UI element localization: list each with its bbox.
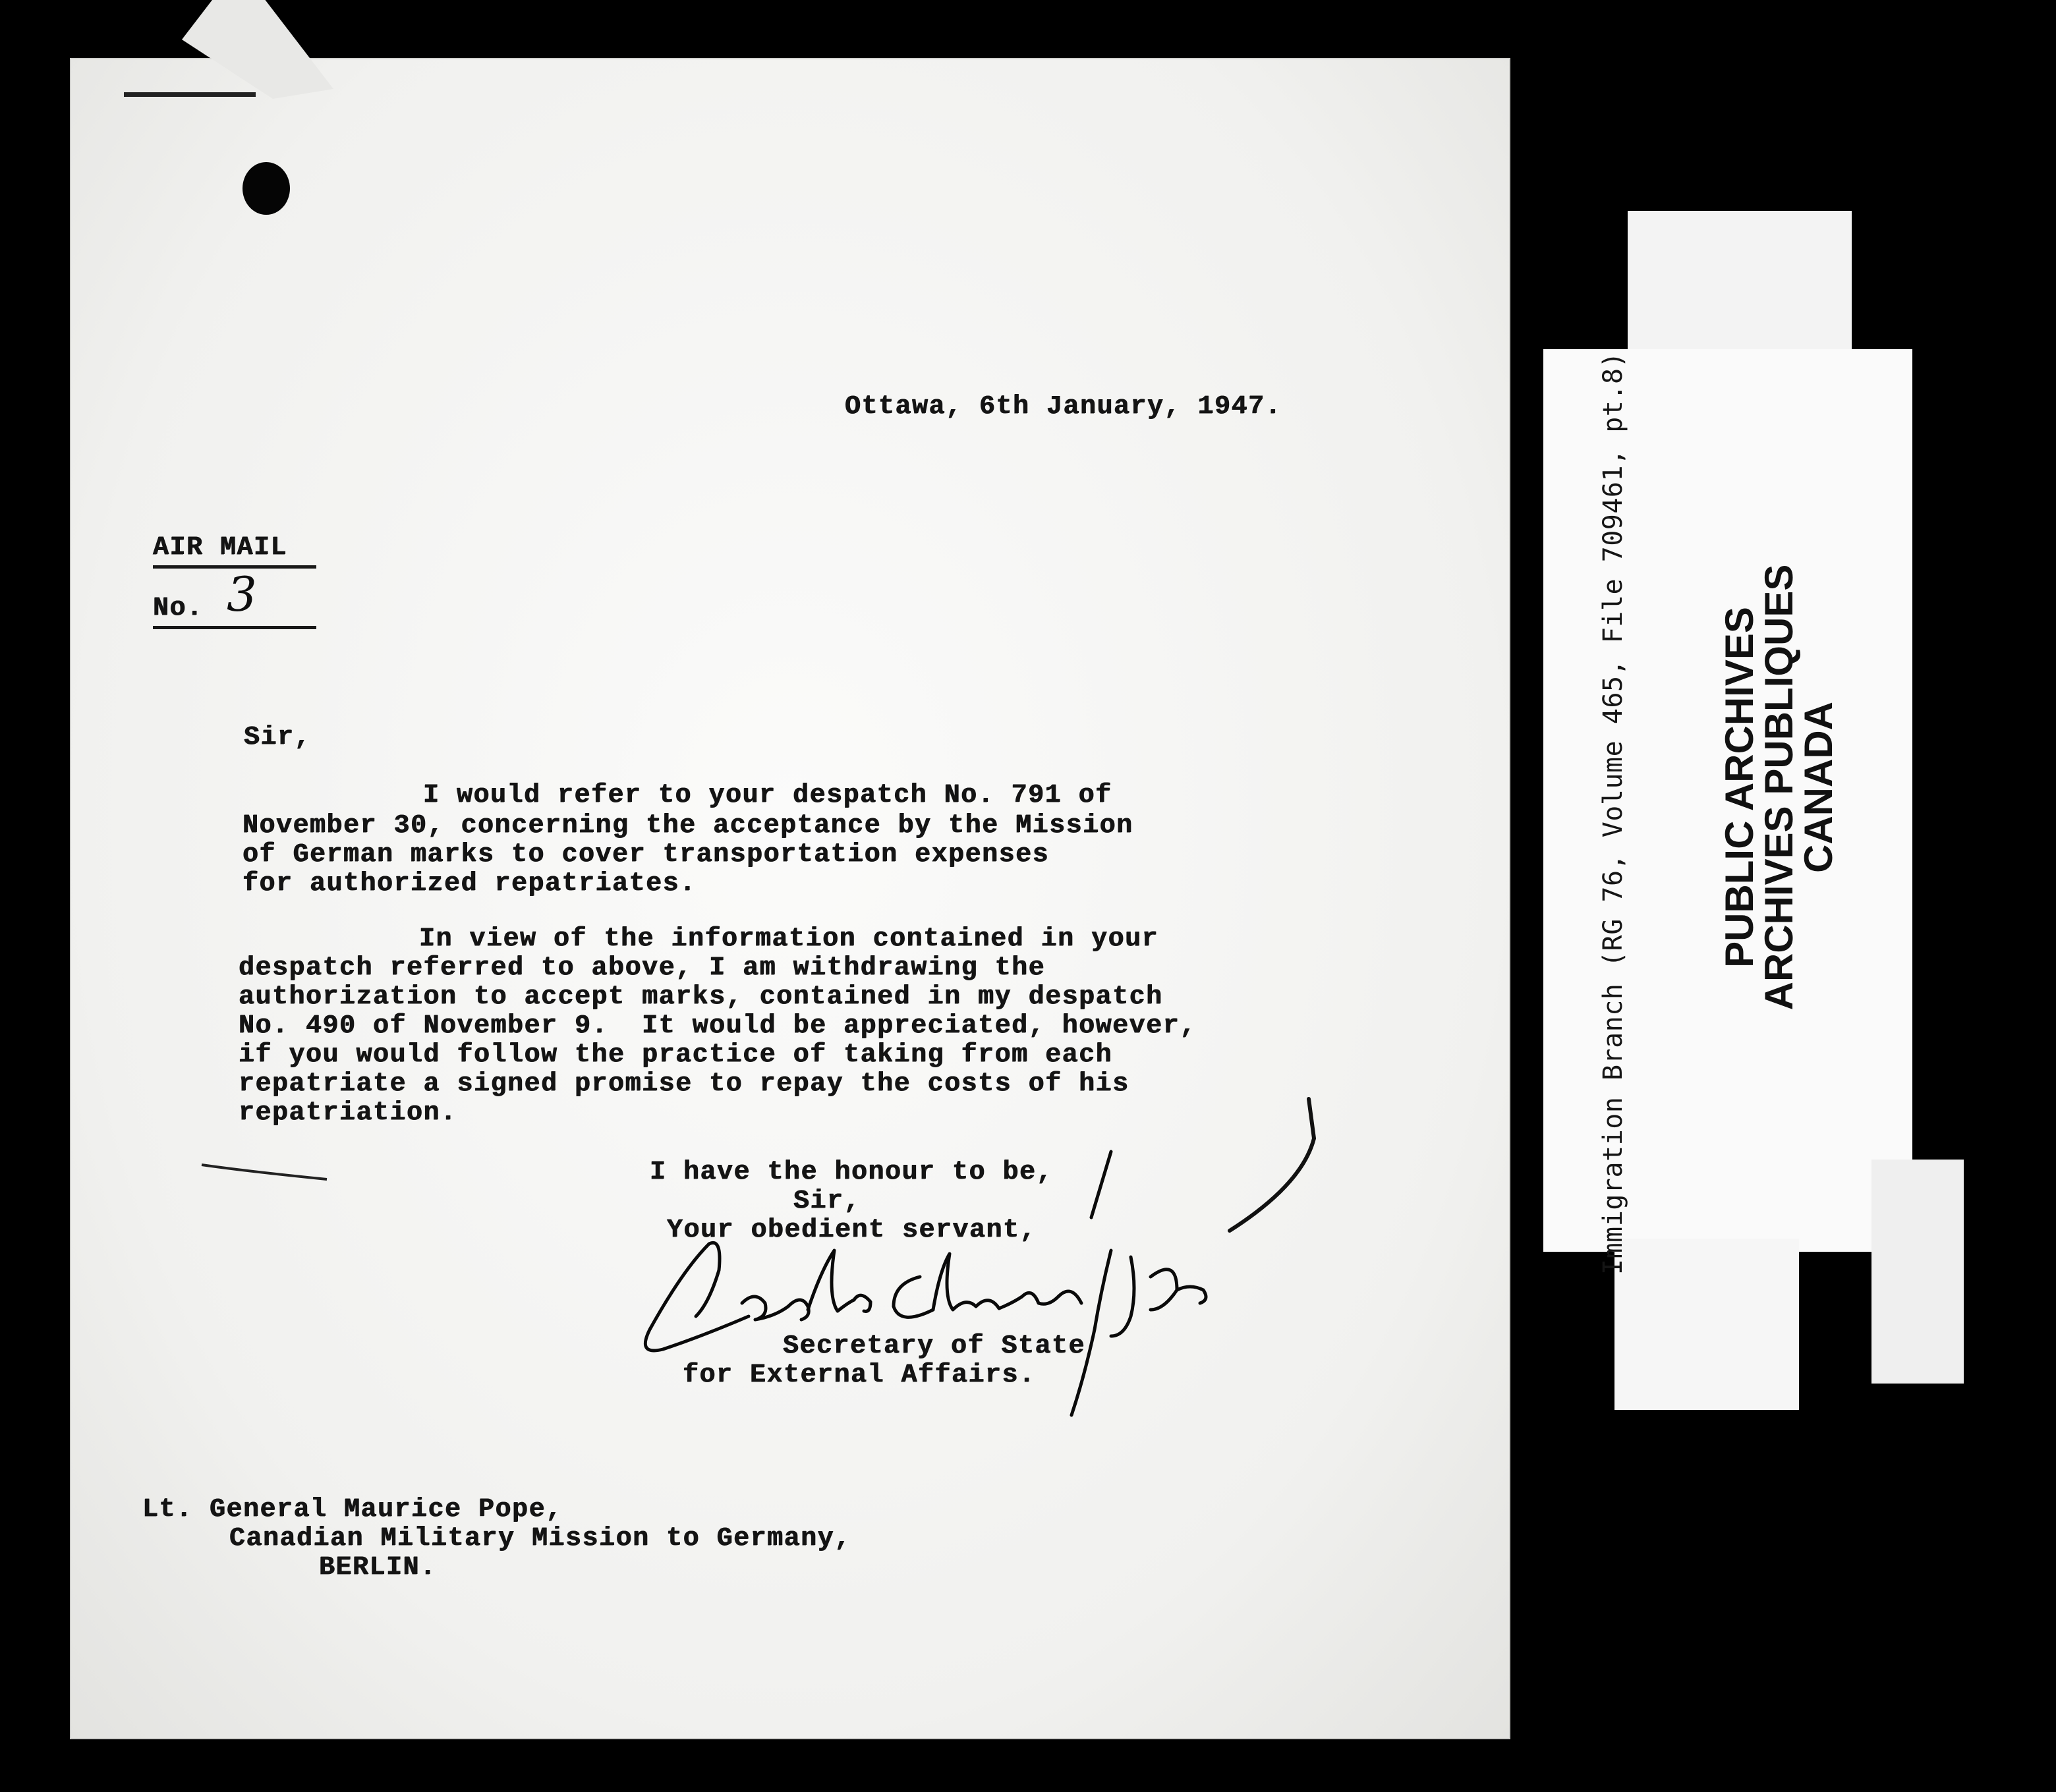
archive-stamp-line: ARCHIVES PUBLIQUES [1757,564,1801,1011]
pen-stroke-mark [1203,1086,1335,1244]
handwritten-signature [610,1138,1216,1442]
closing-line: I have the honour to be, [650,1158,1054,1187]
paragraph-2-line: despatch referred to above, I am withdrawing the [239,953,1046,983]
paragraph-1-line: of German marks to cover transportation expenses [243,840,1050,870]
air-mail-heading: AIR MAIL [153,533,288,563]
corner-rule-mark [124,92,256,97]
closing-line: Sir, [793,1187,861,1216]
addressee-line: BERLIN. [319,1553,437,1582]
date-line: Ottawa, 6th January, 1947. [845,392,1282,422]
torn-corner [182,0,333,99]
paragraph-2-line: In view of the information contained in your [419,924,1159,954]
paragraph-2-line: repatriate a signed promise to repay the costs of his [239,1069,1129,1099]
archive-stamp-line: CANADA [1796,702,1841,873]
number-underline [153,626,316,629]
salutation: Sir, [244,723,312,752]
number-label: No. [153,594,204,623]
signature-title-line: Secretary of State [783,1331,1086,1361]
paragraph-2-line: if you would follow the practice of taking from each [239,1040,1113,1070]
addressee-line: Canadian Military Mission to Germany, [229,1524,851,1554]
paragraph-2-line: No. 490 of November 9. It would be appreciated, however, [239,1011,1197,1041]
paragraph-2-line: repatriation. [239,1098,457,1128]
punch-hole [243,162,290,215]
addressee-line: Lt. General Maurice Pope, [142,1495,563,1525]
archive-label-bottom-tab [1614,1239,1799,1410]
archive-stamp [1717,557,1841,1018]
paragraph-1-line: November 30, concerning the acceptance by the Mission [243,811,1133,841]
paragraph-2-line: authorization to accept marks, contained in my despatch [239,982,1163,1012]
archive-label-top-tab [1628,211,1852,356]
despatch-number: 3 [227,567,257,622]
margin-dash-mark [195,1152,340,1191]
letter-sheet [70,58,1510,1739]
archive-label-notch [1871,1160,1964,1384]
paragraph-1-line: I would refer to your despatch No. 791 of [423,781,1112,810]
paragraph-1-line: for authorized repatriates. [243,869,697,899]
signature-title-line: for External Affairs. [683,1360,1036,1390]
closing-line: Your obedient servant, [667,1216,1037,1245]
archive-stamp-line: PUBLIC ARCHIVES [1717,607,1761,968]
archive-reference: Immigration Branch (RG 76, Volume 465, File 709461, pt.8) [1598,351,1628,1275]
